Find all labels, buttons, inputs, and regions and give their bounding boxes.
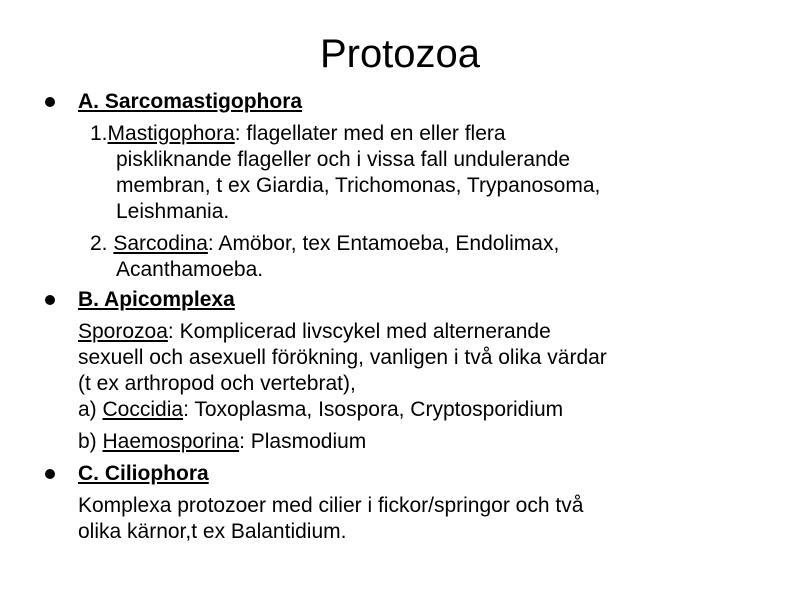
haemosporina-line bbox=[78, 429, 366, 455]
bullet-a bbox=[45, 97, 55, 107]
item-sarcodina-line1 bbox=[90, 231, 559, 257]
coccidia-line bbox=[78, 397, 563, 423]
term-sarcodina: Sarcodina bbox=[113, 232, 208, 255]
term-haemosporina: Haemosporina bbox=[102, 430, 240, 453]
term-coccidia: Coccidia bbox=[102, 398, 184, 421]
sporozoa-line1 bbox=[78, 319, 551, 345]
coccidia-prefix: a) bbox=[78, 398, 103, 421]
ciliophora-line1: Komplexa protozoer med cilier i fickor/springor och två bbox=[78, 494, 584, 517]
haemosporina-prefix: b) bbox=[78, 430, 103, 453]
item-sarcodina-line2: Acanthamoeba. bbox=[116, 258, 264, 281]
sporozoa-line2: sexuell och asexuell förökning, vanligen i två olika värdar bbox=[78, 346, 607, 369]
sporozoa-line3: (t ex arthropod och vertebrat), bbox=[78, 372, 356, 395]
slide-title: Protozoa bbox=[319, 32, 481, 76]
bullet-b bbox=[45, 295, 55, 305]
coccidia-rest: : Toxoplasma, Isospora, Cryptosporidium bbox=[183, 398, 564, 421]
item-mastigophora-line4: Leishmania. bbox=[116, 200, 230, 223]
item-mastigophora-line2: piskliknande flageller och i vissa fall undulerande bbox=[116, 148, 571, 171]
item2-line1-rest: : Amöbor, tex Entamoeba, Endolimax, bbox=[207, 232, 560, 255]
item-mastigophora-line1 bbox=[90, 121, 506, 147]
item1-line1-rest: : flagellater med en eller flera bbox=[234, 122, 506, 145]
term-sporozoa: Sporozoa bbox=[78, 320, 168, 343]
heading-apicomplexa bbox=[78, 287, 235, 313]
heading-c-text: C. Ciliophora bbox=[78, 462, 209, 485]
ciliophora-line2: olika kärnor,t ex Balantidium. bbox=[78, 520, 347, 543]
heading-ciliophora bbox=[78, 461, 209, 487]
sporozoa-line1-rest: : Komplicerad livscykel med alternerande bbox=[167, 320, 551, 343]
heading-sarcomastigophora bbox=[78, 89, 302, 115]
haemosporina-rest: : Plasmodium bbox=[239, 430, 367, 453]
item2-number: 2. bbox=[90, 232, 114, 255]
item1-number: 1. bbox=[90, 122, 108, 145]
bullet-c bbox=[45, 469, 55, 479]
heading-b-text: B. Apicomplexa bbox=[78, 288, 235, 311]
heading-a-text: A. Sarcomastigophora bbox=[78, 90, 303, 113]
term-mastigophora: Mastigophora bbox=[107, 122, 235, 145]
item-mastigophora-line3: membran, t ex Giardia, Trichomonas, Trypanosoma, bbox=[116, 174, 601, 197]
